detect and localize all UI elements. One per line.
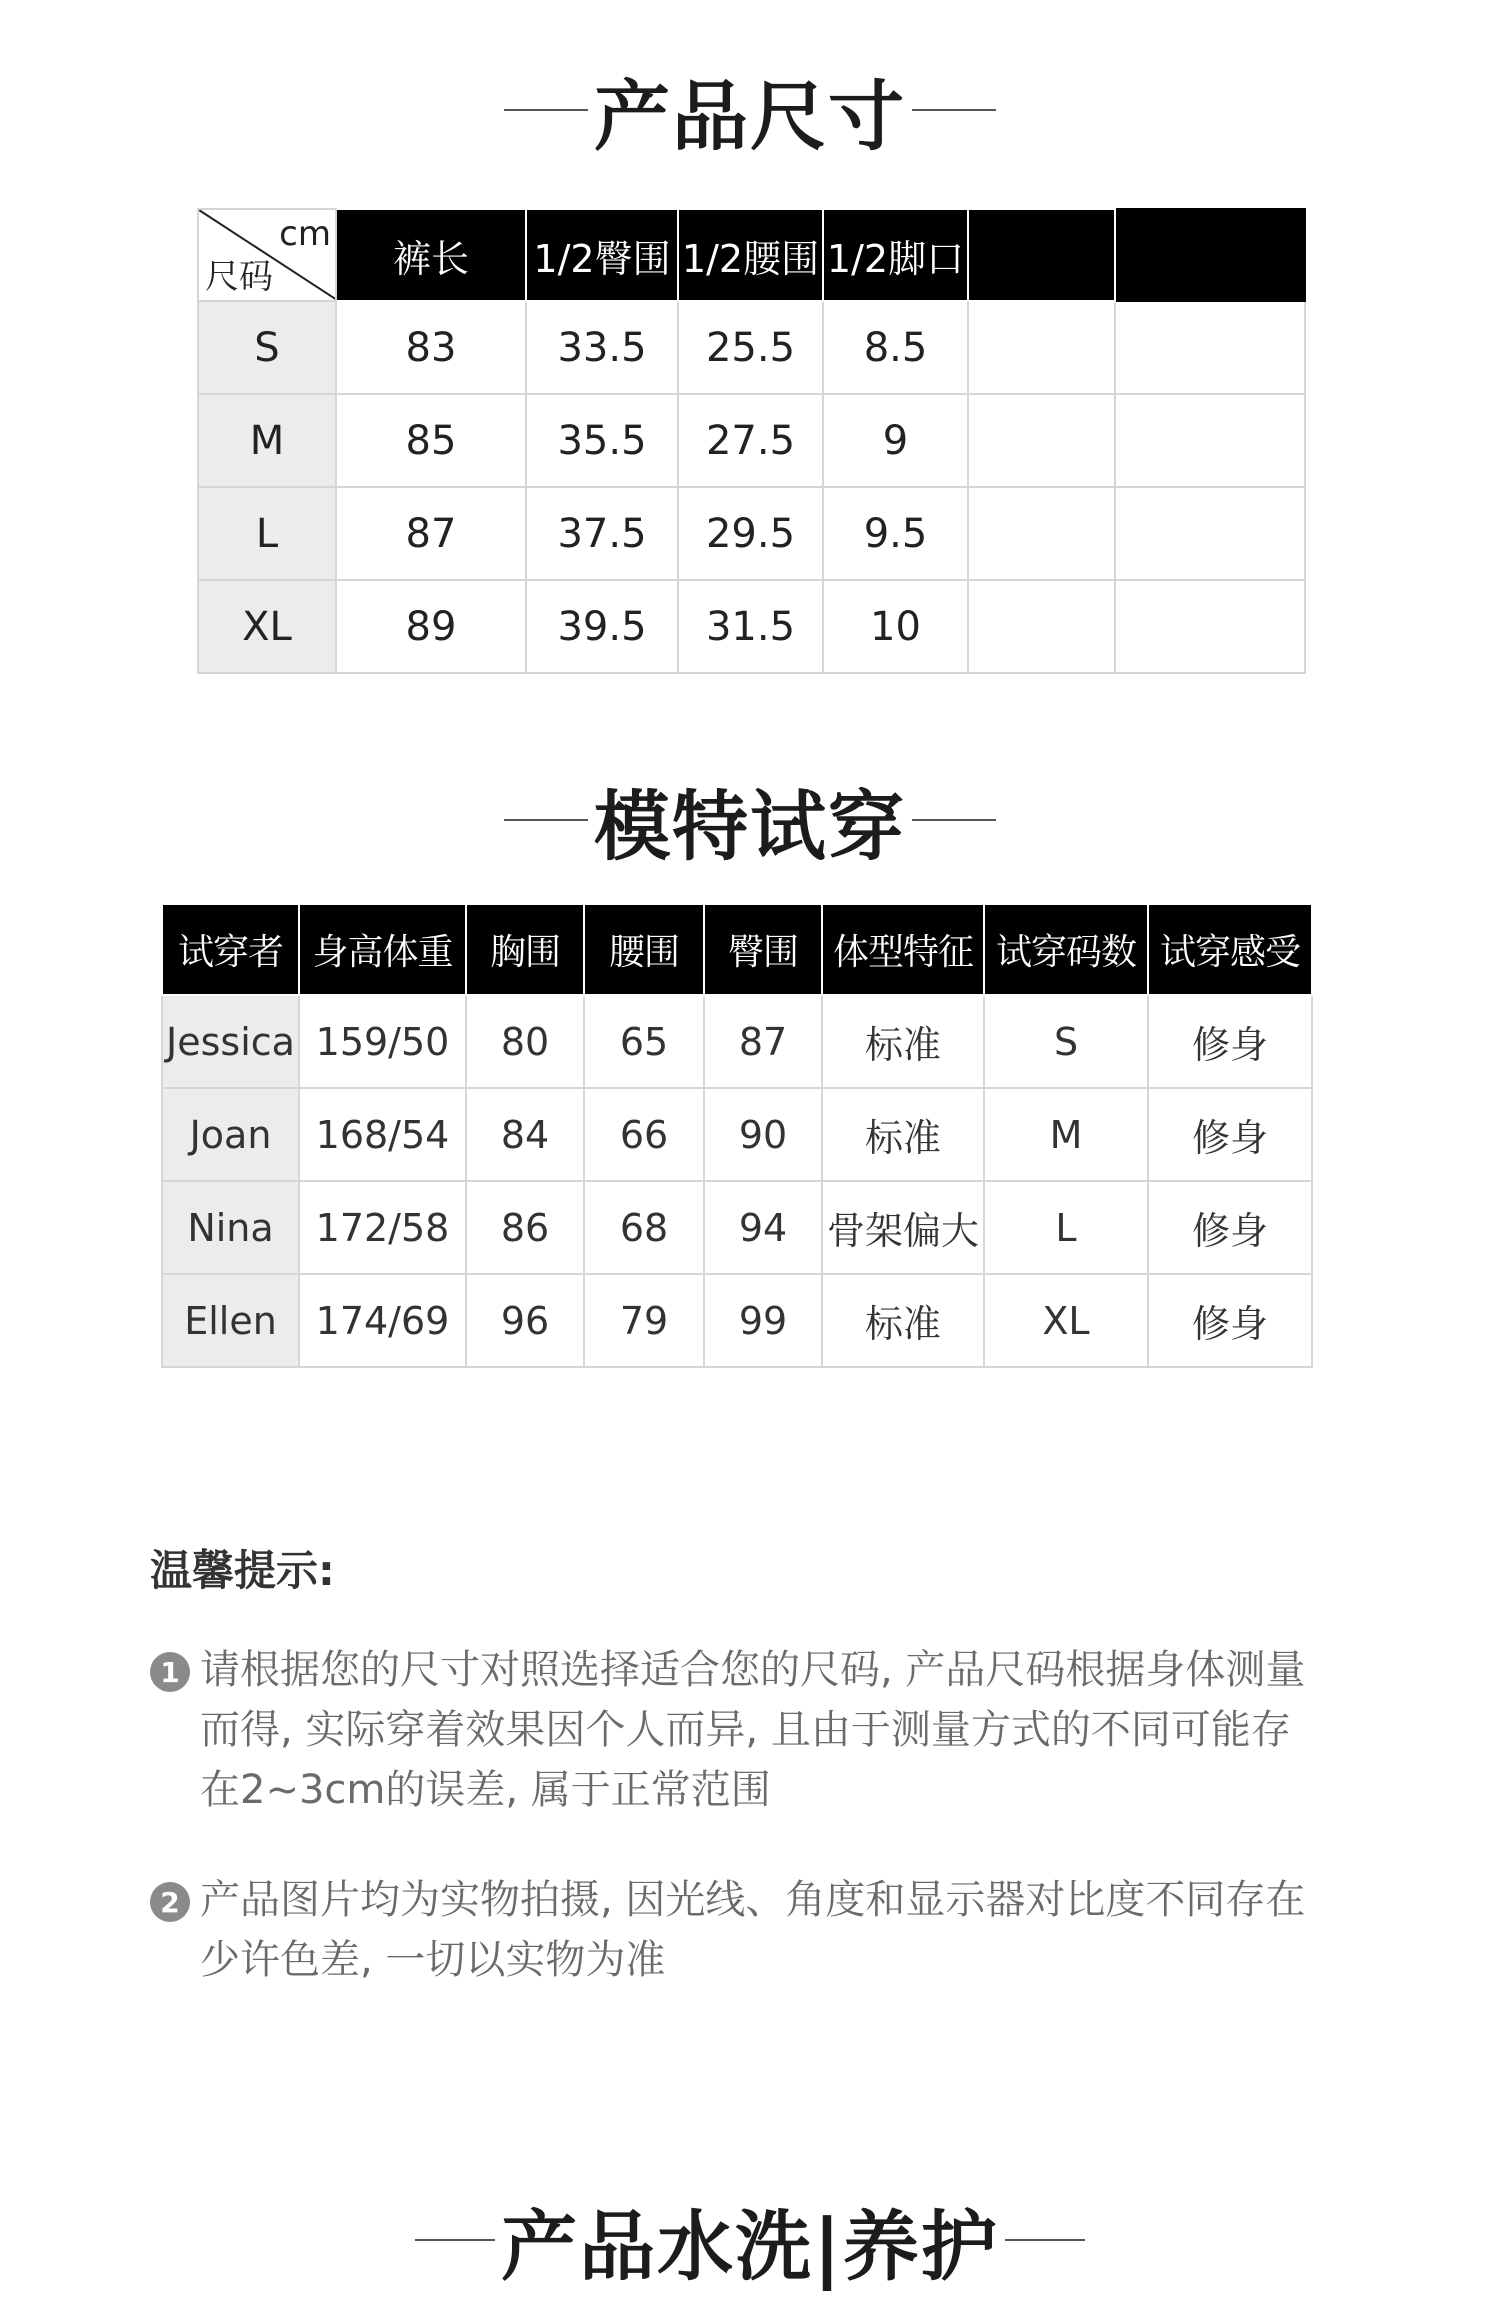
model-name-cell: Ellen bbox=[162, 1274, 299, 1367]
model-section-title bbox=[0, 770, 1500, 870]
tips-heading: 温馨提示: bbox=[150, 1546, 335, 1595]
table-cell: 修身 bbox=[1148, 1181, 1312, 1274]
table-cell bbox=[1115, 394, 1305, 487]
table-cell: 31.5 bbox=[678, 580, 823, 673]
table-cell: 修身 bbox=[1148, 995, 1312, 1088]
title-left-rule bbox=[504, 109, 588, 111]
size-section-title bbox=[0, 60, 1500, 160]
table-cell: 25.5 bbox=[678, 301, 823, 394]
table-cell: 99 bbox=[704, 1274, 822, 1367]
table-cell: S bbox=[984, 995, 1148, 1088]
wash-title-text: 产品水洗|养护 bbox=[501, 2201, 999, 2291]
table-cell: 159/50 bbox=[299, 995, 466, 1088]
table-cell: 8.5 bbox=[823, 301, 968, 394]
model-name-cell: Jessica bbox=[162, 995, 299, 1088]
size-label: 尺码 bbox=[205, 257, 273, 297]
table-row bbox=[198, 580, 1305, 673]
table-cell bbox=[1115, 487, 1305, 580]
table-cell: 标准 bbox=[822, 1274, 984, 1367]
table-row bbox=[162, 1274, 1312, 1367]
table-cell: 94 bbox=[704, 1181, 822, 1274]
size-title-text: 产品尺寸 bbox=[594, 71, 906, 161]
table-cell: 96 bbox=[466, 1274, 584, 1367]
unit-label: cm bbox=[279, 214, 331, 254]
table-cell: 172/58 bbox=[299, 1181, 466, 1274]
table-cell bbox=[1115, 580, 1305, 673]
table-row bbox=[162, 1088, 1312, 1181]
size-cell: XL bbox=[198, 580, 336, 673]
table-cell: 修身 bbox=[1148, 1088, 1312, 1181]
title-left-rule bbox=[415, 2239, 495, 2241]
table-cell: 68 bbox=[584, 1181, 704, 1274]
tip-text: 请根据您的尺寸对照选择适合您的尺码, 产品尺码根据身体测量而得, 实际穿着效果因个人而异, 且由于测量方式的不同可能存在2~3cm的误差, 属于正常范围 bbox=[200, 1647, 1306, 1813]
number-two-icon: 2 bbox=[150, 1882, 190, 1922]
table-cell: 29.5 bbox=[678, 487, 823, 580]
corner-cell bbox=[198, 209, 336, 301]
table-cell: 标准 bbox=[822, 995, 984, 1088]
table-cell: XL bbox=[984, 1274, 1148, 1367]
model-fit-table bbox=[161, 903, 1313, 1368]
size-cell: S bbox=[198, 301, 336, 394]
size-chart-table bbox=[197, 208, 1306, 674]
table-cell: 168/54 bbox=[299, 1088, 466, 1181]
column-header: 试穿感受 bbox=[1148, 904, 1312, 995]
tip-item bbox=[150, 1870, 1320, 1990]
column-header: 臀围 bbox=[704, 904, 822, 995]
table-cell: 35.5 bbox=[526, 394, 678, 487]
column-header-empty bbox=[1115, 209, 1305, 301]
size-cell: M bbox=[198, 394, 336, 487]
table-row bbox=[162, 995, 1312, 1088]
size-cell: L bbox=[198, 487, 336, 580]
table-cell: 83 bbox=[336, 301, 526, 394]
table-cell: 9 bbox=[823, 394, 968, 487]
column-header: 胸围 bbox=[466, 904, 584, 995]
table-cell: 27.5 bbox=[678, 394, 823, 487]
table-cell: 174/69 bbox=[299, 1274, 466, 1367]
model-name-cell: Nina bbox=[162, 1181, 299, 1274]
table-cell bbox=[1115, 301, 1305, 394]
column-header-empty bbox=[968, 209, 1115, 301]
number-one-icon: 1 bbox=[150, 1652, 190, 1692]
table-cell: 9.5 bbox=[823, 487, 968, 580]
column-header: 身高体重 bbox=[299, 904, 466, 995]
table-cell: 85 bbox=[336, 394, 526, 487]
table-cell: 标准 bbox=[822, 1088, 984, 1181]
table-cell: 37.5 bbox=[526, 487, 678, 580]
column-header: 试穿码数 bbox=[984, 904, 1148, 995]
table-cell: 86 bbox=[466, 1181, 584, 1274]
model-name-cell: Joan bbox=[162, 1088, 299, 1181]
table-cell bbox=[968, 580, 1115, 673]
table-cell bbox=[968, 487, 1115, 580]
table-row bbox=[198, 394, 1305, 487]
tip-text: 产品图片均为实物拍摄, 因光线、角度和显示器对比度不同存在少许色差, 一切以实物为准 bbox=[200, 1877, 1306, 1983]
table-cell: 87 bbox=[704, 995, 822, 1088]
table-cell: 39.5 bbox=[526, 580, 678, 673]
column-header: 1/2臀围 bbox=[526, 209, 678, 301]
wash-section-title bbox=[0, 2185, 1500, 2295]
column-header: 体型特征 bbox=[822, 904, 984, 995]
column-header: 试穿者 bbox=[162, 904, 299, 995]
table-cell: 87 bbox=[336, 487, 526, 580]
table-row bbox=[198, 487, 1305, 580]
table-cell: 79 bbox=[584, 1274, 704, 1367]
table-row bbox=[162, 1181, 1312, 1274]
table-cell: 84 bbox=[466, 1088, 584, 1181]
title-left-rule bbox=[504, 819, 588, 821]
table-cell: 65 bbox=[584, 995, 704, 1088]
model-table-header-row bbox=[162, 904, 1312, 995]
title-right-rule bbox=[1005, 2239, 1085, 2241]
table-cell: 10 bbox=[823, 580, 968, 673]
column-header: 1/2脚口 bbox=[823, 209, 968, 301]
table-cell: L bbox=[984, 1181, 1148, 1274]
tip-item bbox=[150, 1640, 1320, 1820]
column-header: 1/2腰围 bbox=[678, 209, 823, 301]
table-cell: M bbox=[984, 1088, 1148, 1181]
table-cell: 33.5 bbox=[526, 301, 678, 394]
table-cell: 89 bbox=[336, 580, 526, 673]
table-cell: 修身 bbox=[1148, 1274, 1312, 1367]
table-cell: 80 bbox=[466, 995, 584, 1088]
table-cell: 66 bbox=[584, 1088, 704, 1181]
model-title-text: 模特试穿 bbox=[594, 781, 906, 871]
table-cell bbox=[968, 301, 1115, 394]
title-right-rule bbox=[912, 819, 996, 821]
column-header: 腰围 bbox=[584, 904, 704, 995]
title-right-rule bbox=[912, 109, 996, 111]
size-table-header-row bbox=[198, 209, 1305, 301]
table-cell: 骨架偏大 bbox=[822, 1181, 984, 1274]
column-header: 裤长 bbox=[336, 209, 526, 301]
table-row bbox=[198, 301, 1305, 394]
table-cell: 90 bbox=[704, 1088, 822, 1181]
table-cell bbox=[968, 394, 1115, 487]
